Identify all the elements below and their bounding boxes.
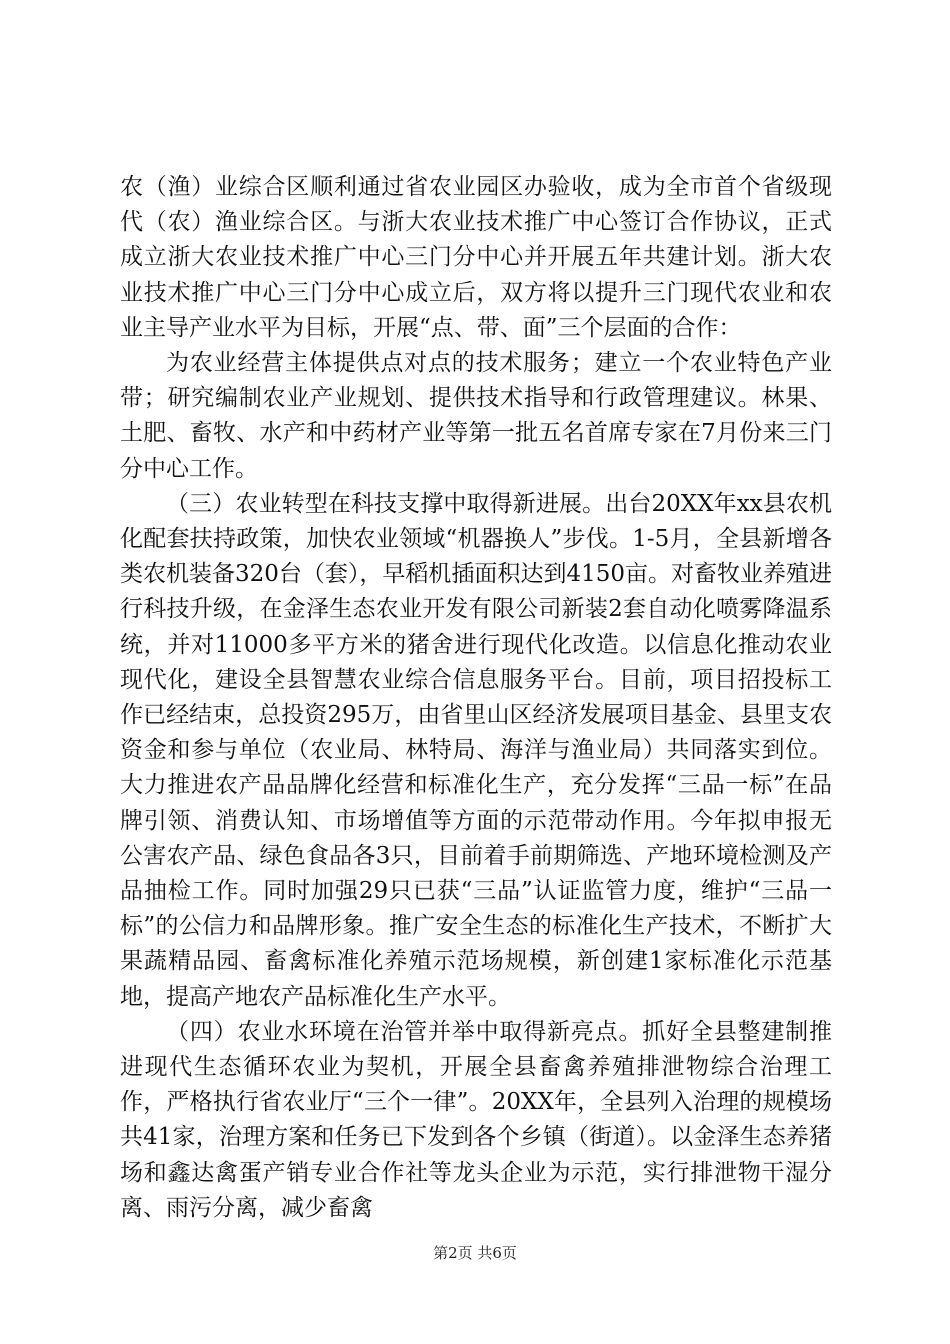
paragraph-section-4: （四）农业水环境在治管并举中取得新亮点。抓好全县整建制推进现代生态循环农业为契机，开展全县畜禽养殖排泄物综合治理工作，严格执行省农业厅“三个一律”。20XX年，全县列入治理的规模场共41家，治理方案和任务已下发到各个乡镇（街道）。以金泽生态养猪场和鑫达禽蛋产销专业合作社等龙头企业为示范，实行排泄物干湿分离、雨污分离，减少畜禽 <box>120 1018 832 1221</box>
paragraph-continuation: 农（渔）业综合区顺利通过省农业园区办验收，成为全市首个省级现代（农）渔业综合区。与浙大农业技术推广中心签订合作协议，正式成立浙大农业技术推广中心三门分中心并开展五年共建计划。浙大农业技术推广中心三门分中心成立后，双方将以提升三门现代农业和农业主导产业水平为目标，开展“点、带、面”三个层面的合作： <box>120 174 832 341</box>
page-footer: 第2页 共6页 <box>433 1244 517 1262</box>
paragraph-section-3: （三）农业转型在科技支撑中取得新进展。出台20XX年xx县农机化配套扶持政策，加快农业领域“机器换人”步伐。1-5月，全县新增各类农机装备320台（套），早稻机插面积达到4150亩。对畜牧业养殖进行科技升级，在金泽生态农业开发有限公司新装2套自动化喷雾降温系统，并对11000多平方米的猪舍进行现代化改造。以信息化推动农业现代化，建设全县智慧农业综合信息服务平台。目前，项目招投标工作已经结束，总投资295万，由省里山区经济发展项目基金、县里支农资金和参与单位（农业局、林特局、海洋与渔业局）共同落实到位。大力推进农产品品牌化经营和标准化生产，充分发挥“三品一标”在品牌引领、消费认知、市场增值等方面的示范带动作用。今年拟申报无公害农产品、绿色食品各3只，目前着手前期筛选、产地环境检测及产品抽检工作。同时加强29只已获“三品”认证监管力度，维护“三品一标”的公信力和品牌形象。推广安全生态的标准化生产技术，不断扩大果蔬精品园、畜禽标准化养殖示范场规模，新创建1家标准化示范基地，提高产地农产品标准化生产水平。 <box>120 490 832 1010</box>
paragraph-cooperation-content: 为农业经营主体提供点对点的技术服务；建立一个农业特色产业带；研究编制农业产业规划、提供技术指导和行政管理建议。林果、土肥、畜牧、水产和中药材产业等第一批五名首席专家在7月份来三门分中心工作。 <box>120 350 832 482</box>
document-body <box>120 170 832 1226</box>
